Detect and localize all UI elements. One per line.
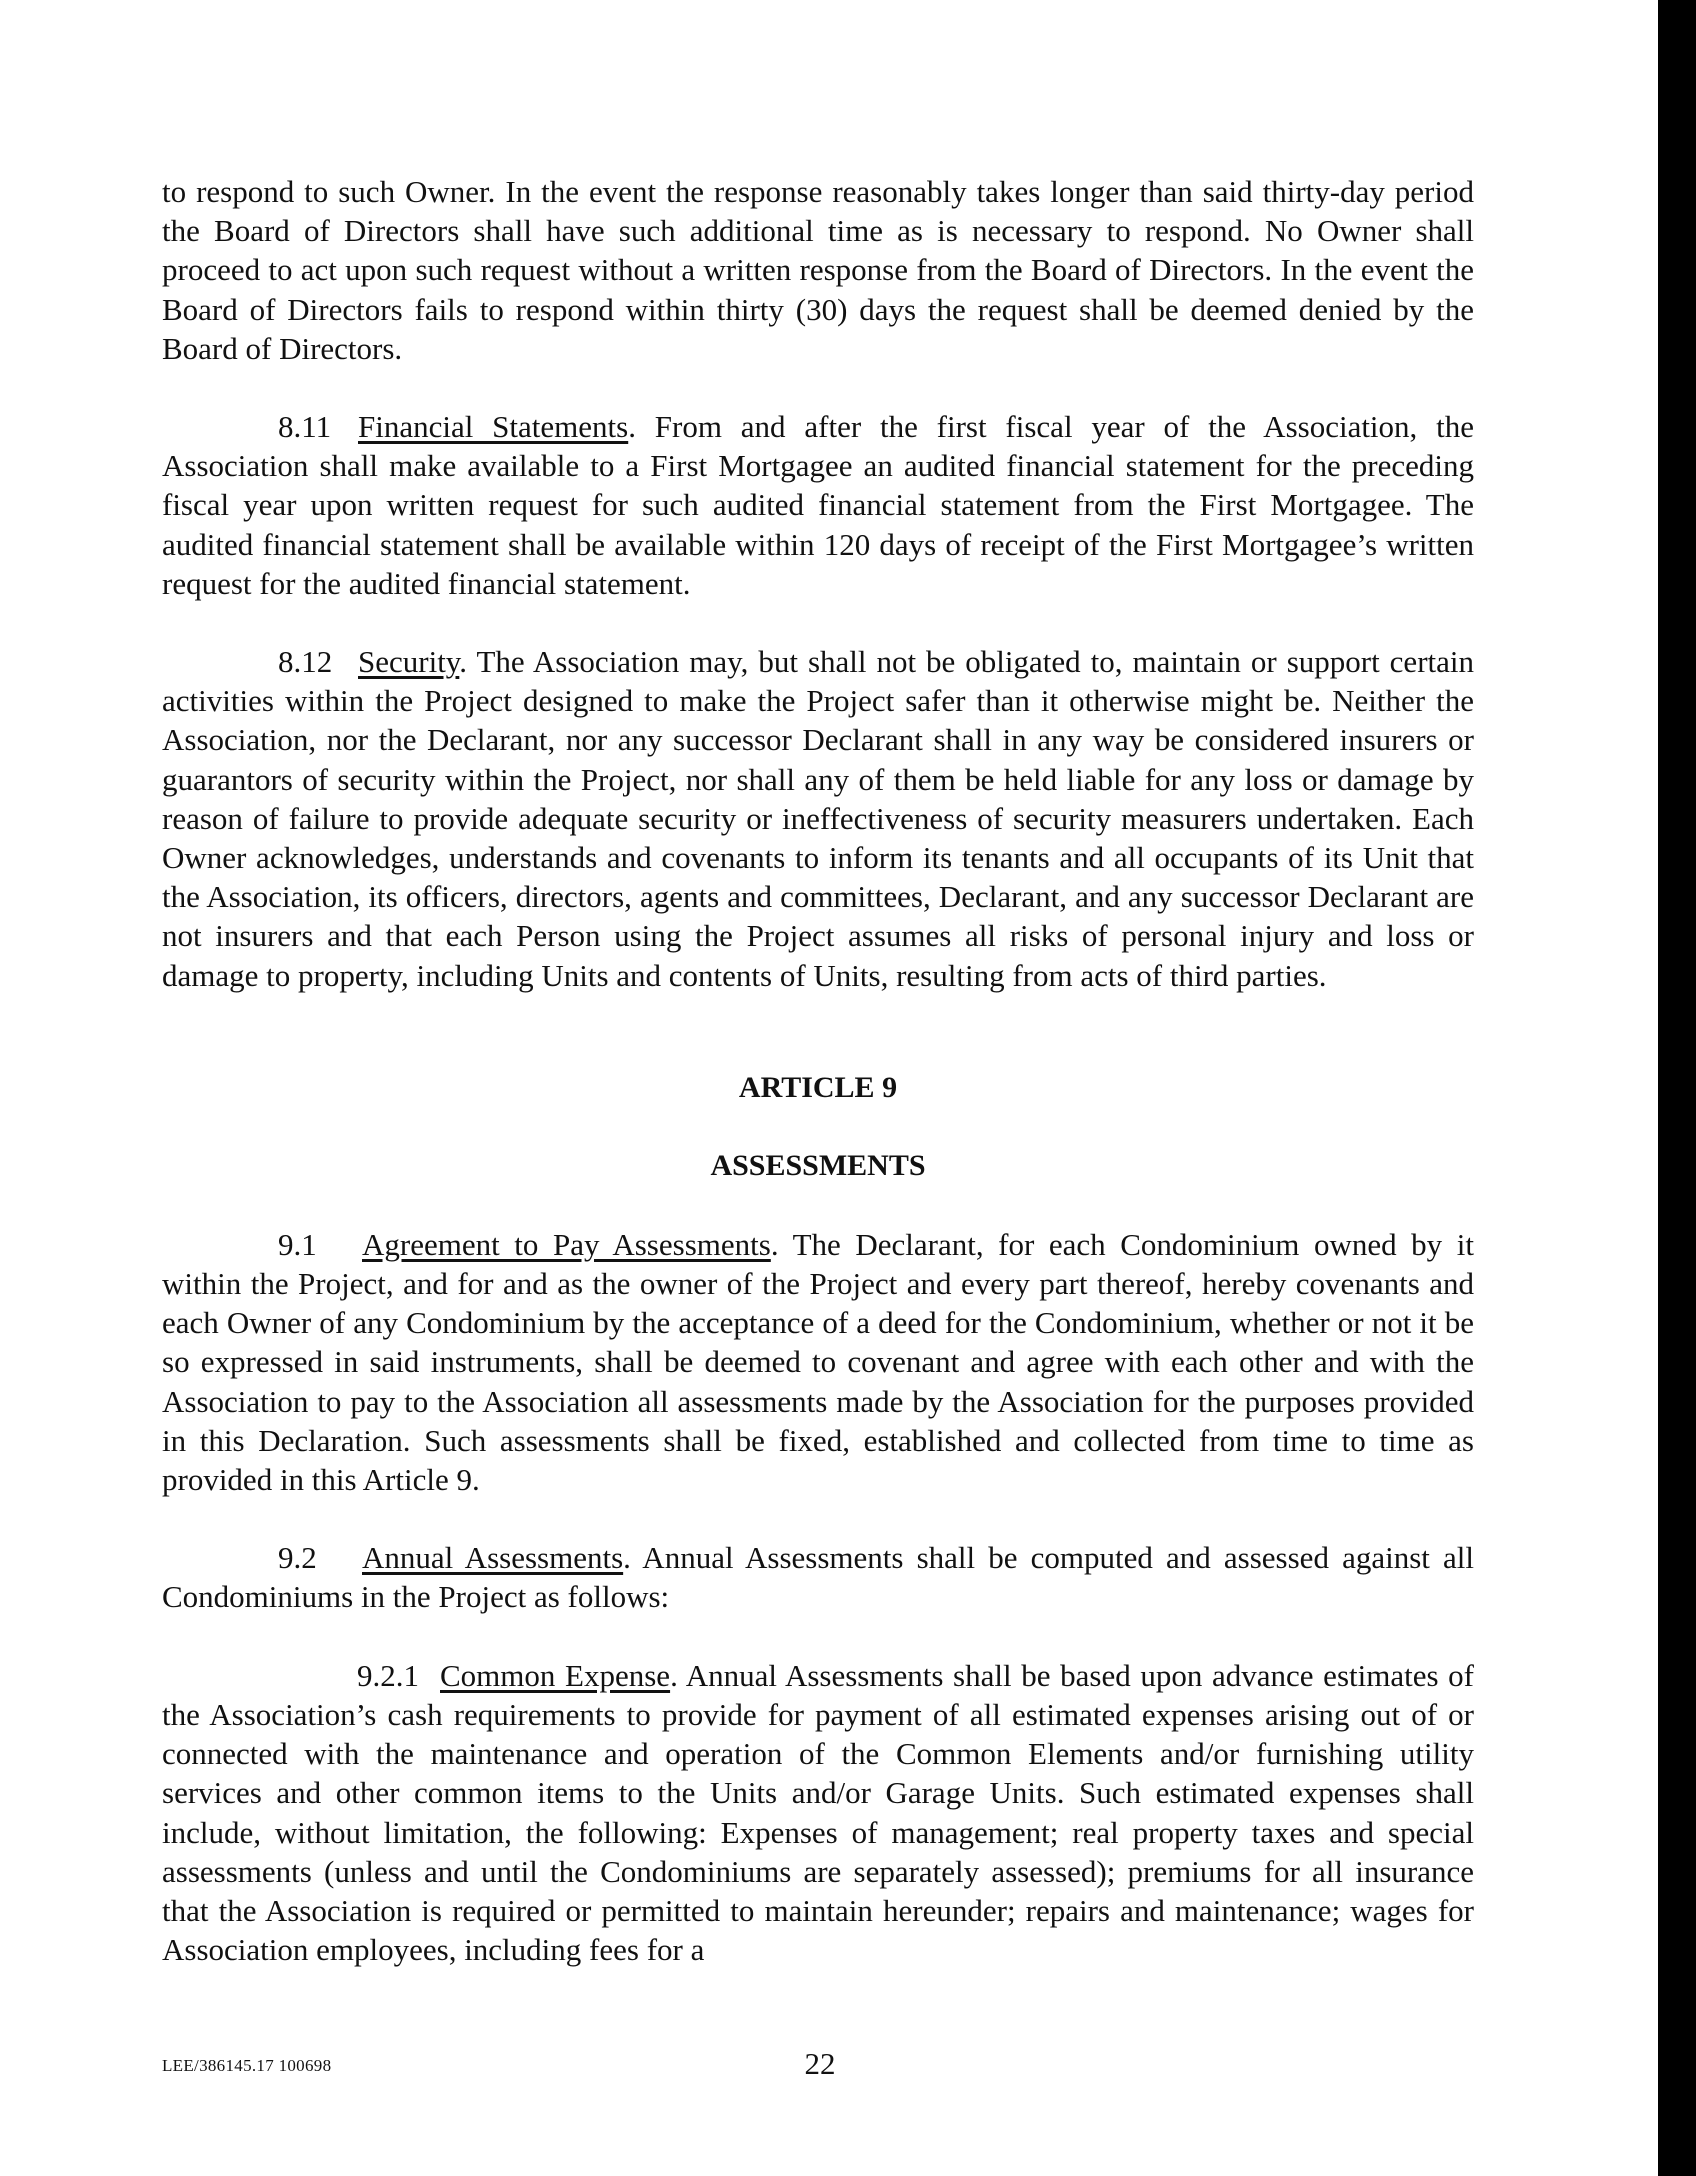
document-id-footer: LEE/386145.17 100698 — [162, 2056, 332, 2075]
section-text: . The Association may, but shall not be obligated to, maintain or support certain activities within the Project designed to make the Project safer than it otherwise might be. Neither the Association, nor the Declarant, nor any successor Declarant shall in any way be considered insurers or guarantors of security within the Project, nor shall any of them be held liable for any loss or damage by reason of failure to provide adequate security or ineffectiveness of security measurers undertaken. Each Owner acknowledges, understands and covenants to inform its tenants and all occupants of its Unit that the Association, its officers, directors, agents and committees, Declarant, and any successor Declarant are not insurers and that each Person using the Project assumes all risks of personal injury and loss or damage to property, including Units and contents of Units, resulting from acts of third parties. — [162, 644, 1474, 993]
section-text: . The Declarant, for each Condominium owned by it within the Project, and for and as the owner of the Project and every part thereof, hereby covenants and each Owner of any Condominium by the acceptance of a deed for the Condominium, whether or not it be so expressed in said instruments, shall be deemed to covenant and agree with each other and with the Association to pay to the Association all assessments made by the Association for the purposes provided in this Declaration. Such assessments shall be fixed, established and collected from time to time as provided in this Article 9. — [162, 1226, 1474, 1498]
paragraph-intro: to respond to such Owner. In the event the response reasonably takes longer than said thirty-day period the Board of Directors shall have such additional time as is necessary to respond. No Owner shall proceed to act upon such request without a written response from the Board of Directors. In the event the Board of Directors fails to respond within thirty (30) days the request shall be deemed denied by the Board of Directors. — [162, 174, 1474, 366]
page-number: 22 — [804, 2046, 836, 2081]
section-number: 9.2 — [278, 1540, 317, 1576]
section-number: 8.11 — [278, 409, 332, 445]
section-title: Security — [358, 644, 460, 680]
section-title: Common Expense — [440, 1657, 671, 1693]
section-number: 9.1 — [278, 1226, 317, 1262]
section-9-2-1 — [162, 1656, 1474, 1970]
section-text: . From and after the first fiscal year of the Association, the Association shall make available to a First Mortgagee an audited financial statement for the preceding fiscal year upon written request for such audited financial statement from the First Mortgagee. The audited financial statement shall be available within 120 days of receipt of the First Mortgagee’s written request for the audited financial statement. — [162, 409, 1474, 601]
scan-edge-border — [1658, 0, 1696, 2176]
section-8-11 — [162, 407, 1474, 603]
section-8-12 — [162, 642, 1474, 995]
section-9-2 — [162, 1538, 1474, 1616]
document-page — [162, 172, 1474, 2008]
article-number-heading: ARTICLE 9 — [738, 1070, 898, 1104]
section-number: 9.2.1 — [357, 1657, 419, 1693]
section-title: Annual Assessments — [362, 1540, 624, 1576]
section-number: 8.12 — [278, 644, 333, 680]
section-text: . Annual Assessments shall be based upon advance estimates of the Association’s cash requirements to provide for payment of all estimated expenses arising out of or connected with the maintenance and operation of the Common Elements and/or furnishing utility services and other common items to the Units and/or Garage Units. Such estimated expenses shall include, without limitation, the following: Expenses of management; real property taxes and special assessments (unless and until the Condominiums are separately assessed); premiums for all insurance that the Association is required or permitted to maintain hereunder; repairs and maintenance; wages for Association employees, including fees for a — [162, 1657, 1475, 1968]
section-title: Agreement to Pay Assessments — [362, 1226, 771, 1262]
section-9-1 — [162, 1225, 1474, 1499]
section-title: Financial Statements — [358, 409, 629, 445]
section-text: . Annual Assessments shall be computed and assessed against all Condominiums in the Project as follows: — [162, 1540, 1474, 1615]
article-title-heading: ASSESSMENTS — [710, 1148, 926, 1182]
